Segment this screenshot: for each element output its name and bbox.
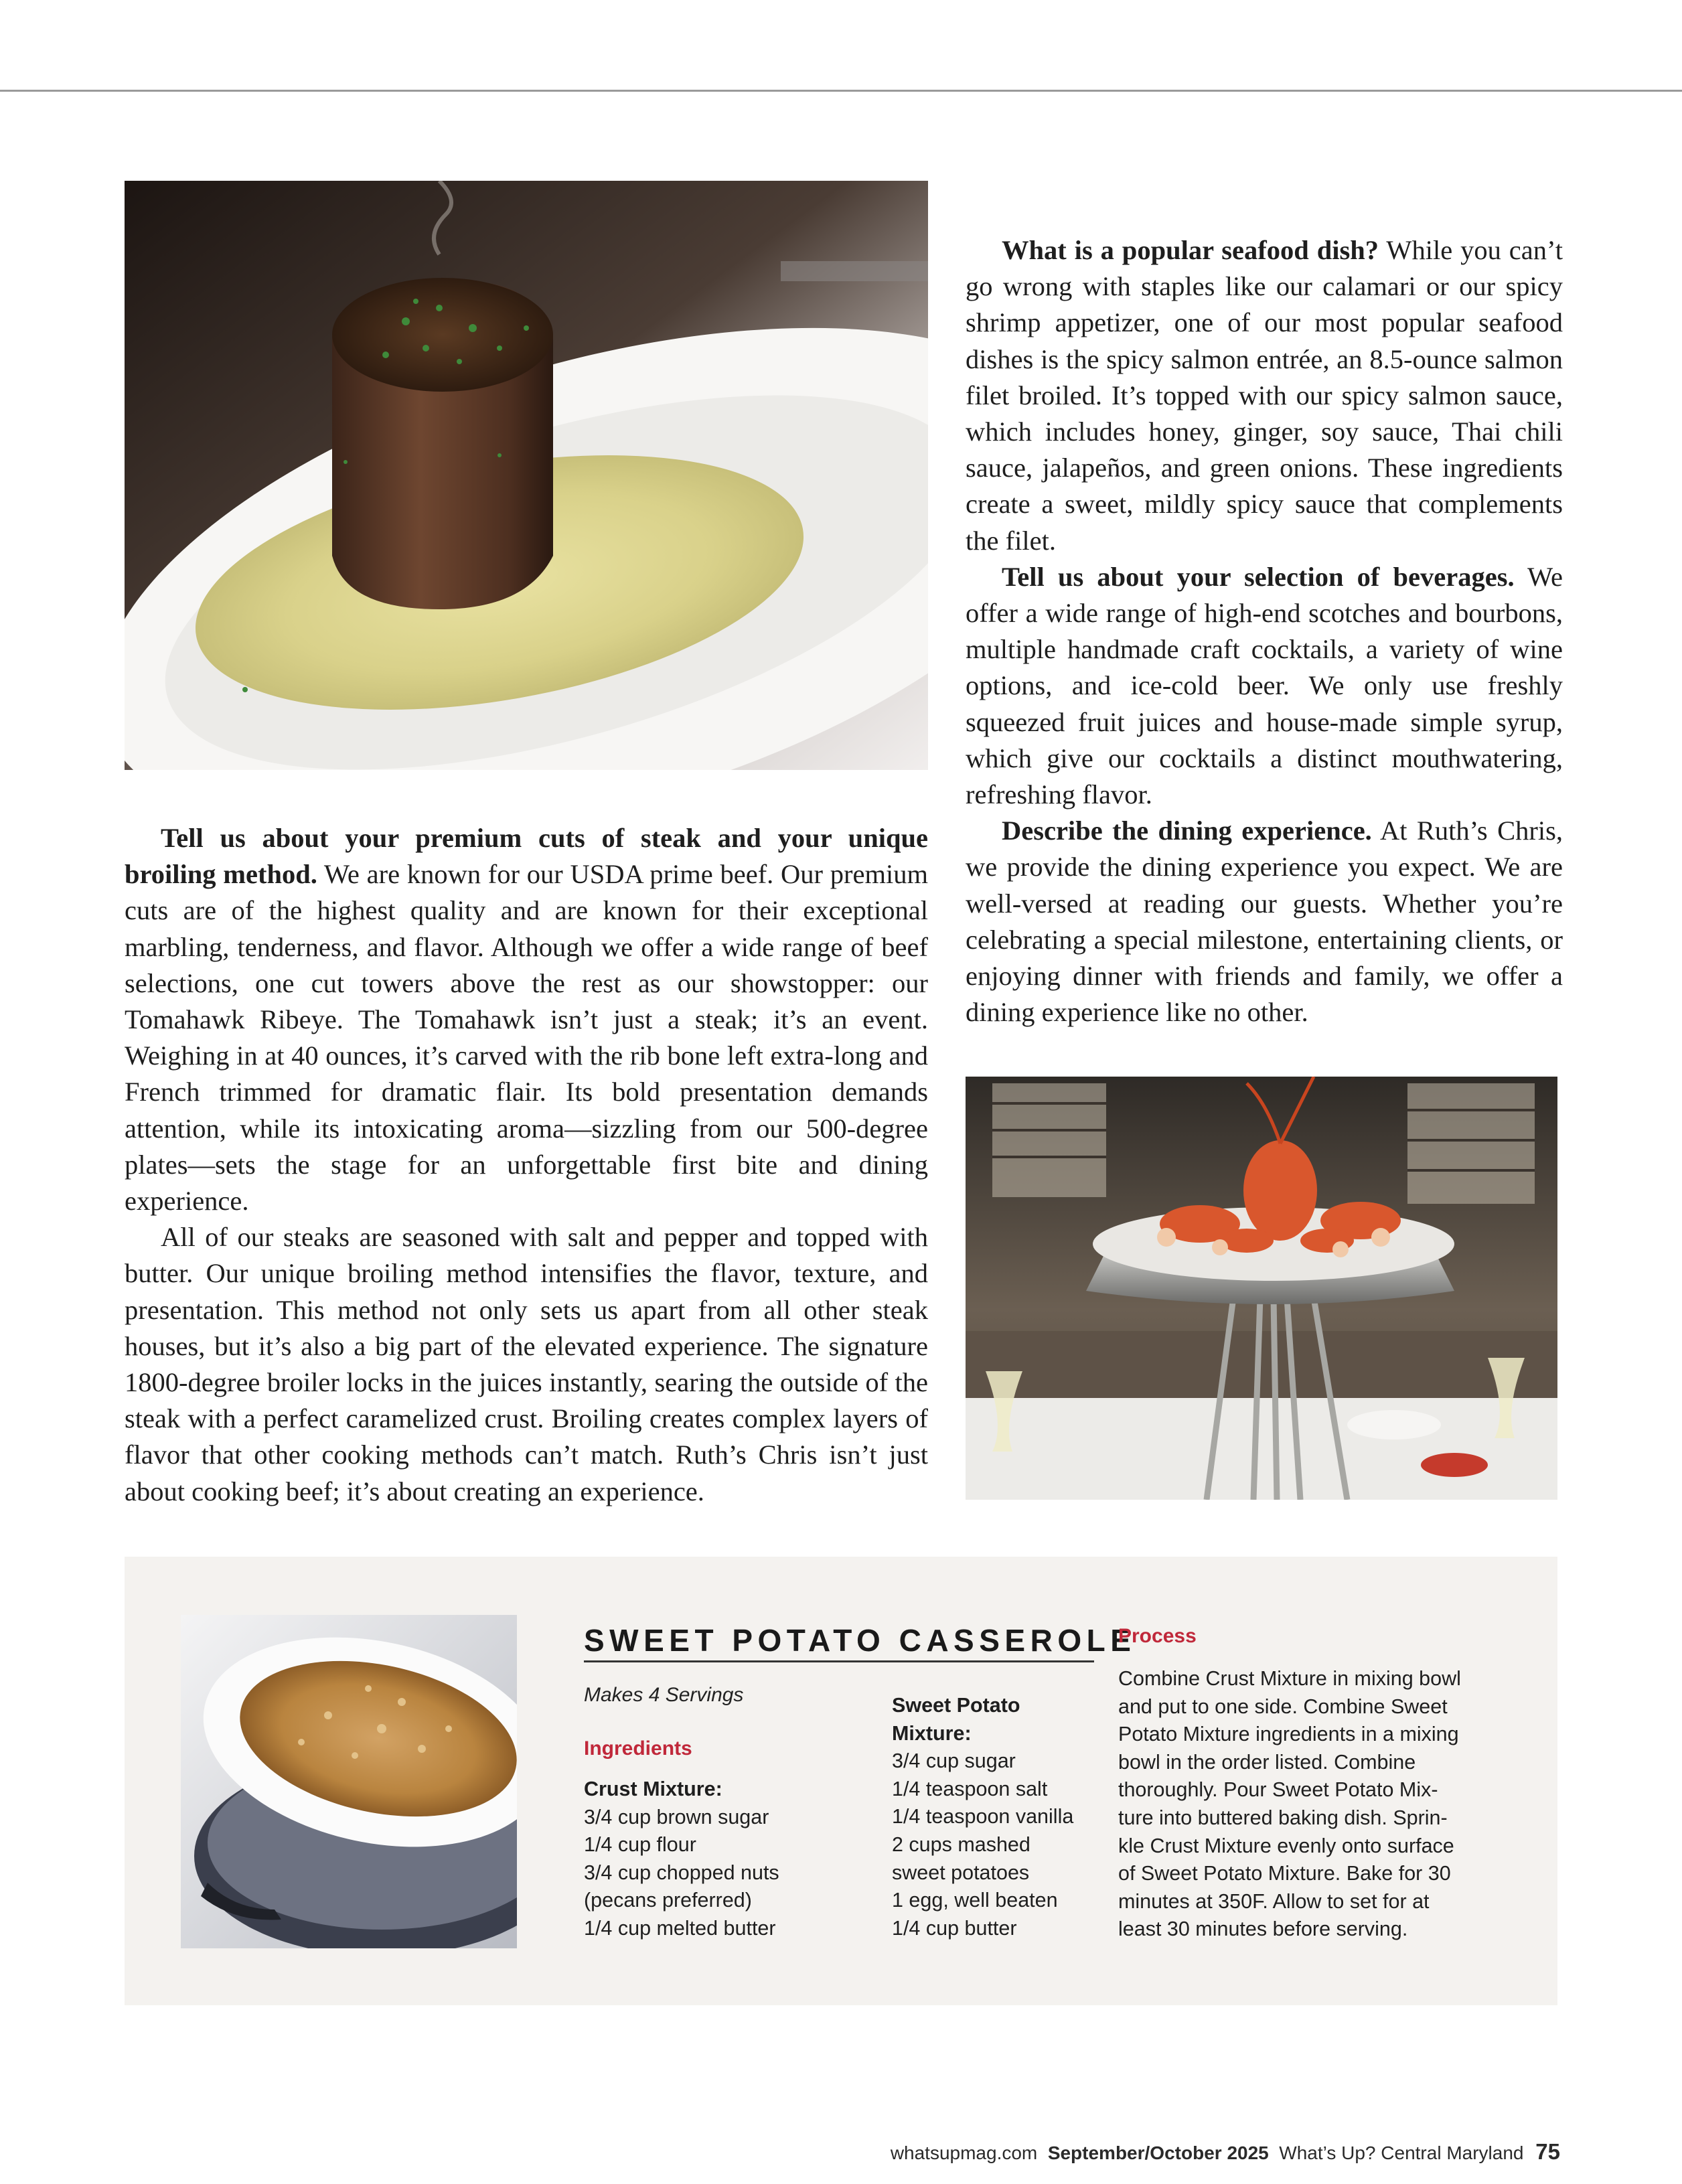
seafood-photo xyxy=(966,1077,1557,1500)
process-line: minutes at 350F. Allow to set for at xyxy=(1118,1889,1430,1913)
list-item: 1/4 teaspoon salt xyxy=(892,1777,1048,1800)
article-left-column xyxy=(125,820,928,1510)
page-footer xyxy=(854,2139,1560,2165)
recipe-servings: Makes 4 Servings xyxy=(584,1684,744,1706)
list-item: 1/4 teaspoon vanilla xyxy=(892,1805,1074,1828)
list-item: 1/4 cup flour xyxy=(584,1833,696,1857)
paragraph-dining: Describe the dining experience. At Ruth’s Chris, we provide the dining experience you expect. We are well-versed at reading our guests. Whether you’re celebrating a special milestone, entertaining clients, or enjoying dinner with friends and family, we offer a dining experience like no other. xyxy=(966,815,1563,1028)
process-line: least 30 minutes before serving. xyxy=(1118,1918,1408,1941)
list-item: 3/4 cup brown sugar xyxy=(584,1805,769,1828)
recipe-title: SWEET POTATO CASSEROLE xyxy=(584,1623,1136,1658)
list-item: 1 egg, well beaten xyxy=(892,1889,1058,1912)
steak-photo xyxy=(125,181,928,770)
top-rule xyxy=(0,90,1682,92)
process-label: Process xyxy=(1118,1625,1197,1647)
process-text xyxy=(1118,1665,1547,1944)
list-item: sweet potatoes xyxy=(892,1861,1030,1884)
crust-mixture-heading: Crust Mixture: xyxy=(584,1778,722,1800)
paragraph-beverages: Tell us about your selection of beverages. We offer a wide range of high-end scotches and bourbons, multiple handmade craft cocktails, a variety of wine options, and ice-cold beer. We only use freshly squeezed fruit juices and house-made simple syrup, which give our cocktails a distinct mouthwatering, refreshing flavor. xyxy=(966,561,1563,810)
paragraph-seafood: What is a popular seafood dish? While you can’t go wrong with staples like our calamari or our spicy shrimp appetizer, one of our most popular seafood dishes is the spicy salmon entrée, an 8.5-ounce salmon filet broiled. It’s topped with our spicy salmon sauce, which includes honey, ginger, soy sauce, Thai chili sauce, jalapeños, and green onions. These ingredients create a sweet, mildly spicy sauce that complements the filet. xyxy=(966,235,1563,556)
process-line: of Sweet Potato Mixture. Bake for 30 xyxy=(1118,1862,1451,1885)
page-number: 75 xyxy=(1535,2139,1560,2164)
process-line: kle Crust Mixture evenly onto surface xyxy=(1118,1834,1454,1857)
footer-magazine: What’s Up? Central Maryland xyxy=(1279,2142,1524,2163)
paragraph-steak-cuts: Tell us about your premium cuts of steak and your unique broiling method. We are known for our USDA prime beef. Our premium cuts are of the highest quality and are known for their exceptional marbling, tenderness, and flavor. Although we offer a wide range of beef selections, one cut towers above the rest as our showstopper: our Tomahawk Ribeye. The Tomahawk isn’t just a steak; it’s an event. Weighing in at 40 ounces, it’s carved with the rib bone left extra-long and French trimmed for dramatic flair. Its bold presentation demands attention, while its intoxicating aroma—sizzling from our 500-degree plates—sets the stage for an unforgettable first bite and dining experience. xyxy=(125,823,928,1217)
recipe-title-rule xyxy=(584,1660,1094,1662)
process-line: and put to one side. Combine Sweet xyxy=(1118,1695,1448,1718)
list-item: (pecans preferred) xyxy=(584,1889,752,1912)
process-line: Potato Mixture ingredients in a mixing xyxy=(1118,1723,1459,1746)
paragraph-broiling: All of our steaks are seasoned with salt and pepper and topped with butter. Our unique broiling method intensifies the flavor, texture, and presentation. This method not only sets us apart from all other steak houses, but it’s also a big part of the elevated experience. The signature 1800-degree broiler locks in the juices instantly, searing the outside of the steak with a perfect caramelized crust. Broiling creates complex layers of flavor that other cooking methods can’t match. Ruth’s Chris isn’t just about cooking beef; it’s about creating an experience. xyxy=(125,1222,928,1506)
article-right-column xyxy=(966,232,1563,1030)
list-item: 1/4 cup melted butter xyxy=(584,1916,776,1940)
process-line: ture into buttered baking dish. Sprin- xyxy=(1118,1806,1448,1829)
ingredients-label: Ingredients xyxy=(584,1737,692,1760)
process-line: bowl in the order listed. Combine xyxy=(1118,1750,1416,1774)
process-line: Combine Crust Mixture in mixing bowl xyxy=(1118,1667,1461,1690)
footer-issue: September/October 2025 xyxy=(1047,2142,1269,2163)
footer-site: whatsupmag.com xyxy=(890,2142,1038,2163)
sweet-potato-heading: Sweet Potato xyxy=(892,1694,1020,1717)
list-item: 3/4 cup chopped nuts xyxy=(584,1861,779,1884)
list-item: 3/4 cup sugar xyxy=(892,1749,1016,1773)
sweet-potato-mixture-list xyxy=(892,1692,1106,1942)
list-item: 1/4 cup butter xyxy=(892,1916,1017,1940)
process-line: thoroughly. Pour Sweet Potato Mix- xyxy=(1118,1778,1438,1802)
casserole-photo xyxy=(181,1615,517,1948)
list-item: 2 cups mashed xyxy=(892,1832,1030,1856)
sweet-potato-heading-2: Mixture: xyxy=(892,1721,972,1745)
crust-mixture-list xyxy=(584,1776,865,1943)
